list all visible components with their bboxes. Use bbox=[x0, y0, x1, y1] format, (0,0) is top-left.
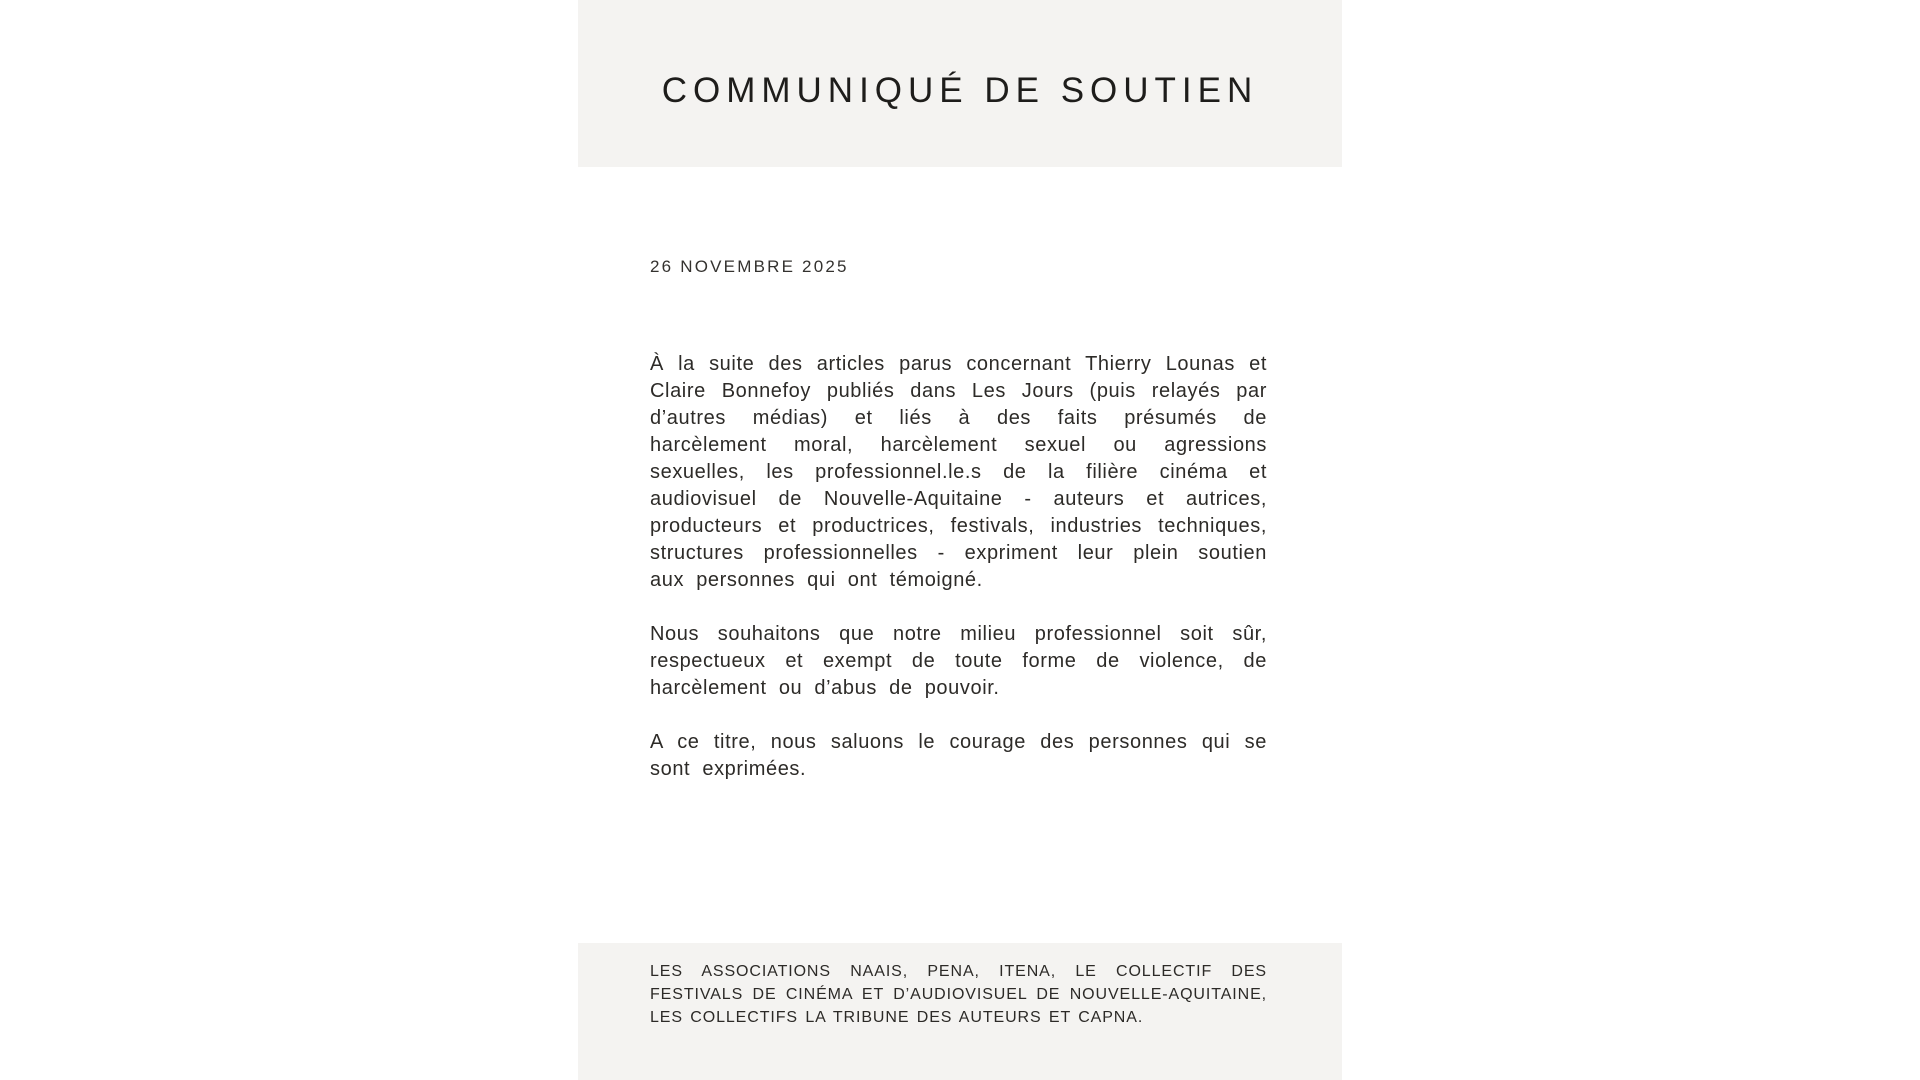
communique-document bbox=[578, 0, 1342, 1080]
document-body bbox=[578, 167, 1342, 943]
page-title: COMMUNIQUÉ DE SOUTIEN bbox=[661, 70, 1259, 110]
paragraph-wish-statement: Nous souhaitons que notre milieu professionnel soit sûr, respectueux et exempt de toute forme de violence, de harcèlement ou d’abus de pouvoir. bbox=[650, 623, 1267, 699]
paragraph-support-statement: À la suite des articles parus concernant Thierry Lounas et Claire Bonnefoy publiés dans Les Jours (puis relayés par d’autres médias) et liés à des faits présumés de harcèlement moral, harcèlement sexuel ou agressions sexuelles, les professionnel.le.s de la filière cinéma et audiovisuel de Nouvelle-Aquitaine - auteurs et autrices, producteurs et productrices, festivals, industries techniques, structures professionnelles - expriment leur plein soutien aux personnes qui ont témoigné. bbox=[650, 353, 1267, 591]
date-label: 26 NOVEMBRE 2025 bbox=[650, 257, 849, 276]
header-band bbox=[578, 0, 1342, 167]
footer-band bbox=[578, 943, 1342, 1080]
paragraph-courage-statement: A ce titre, nous saluons le courage des personnes qui se sont exprimées. bbox=[650, 731, 1267, 780]
footer-signatories: LES ASSOCIATIONS NAAIS, PENA, ITENA, LE COLLECTIF DES FESTIVALS DE CINÉMA ET D’AUDIOVISUEL DE NOUVELLE-AQUITAINE, LES COLLECTIFS LA TRIBUNE DES AUTEURS ET CAPNA. bbox=[650, 963, 1267, 1026]
